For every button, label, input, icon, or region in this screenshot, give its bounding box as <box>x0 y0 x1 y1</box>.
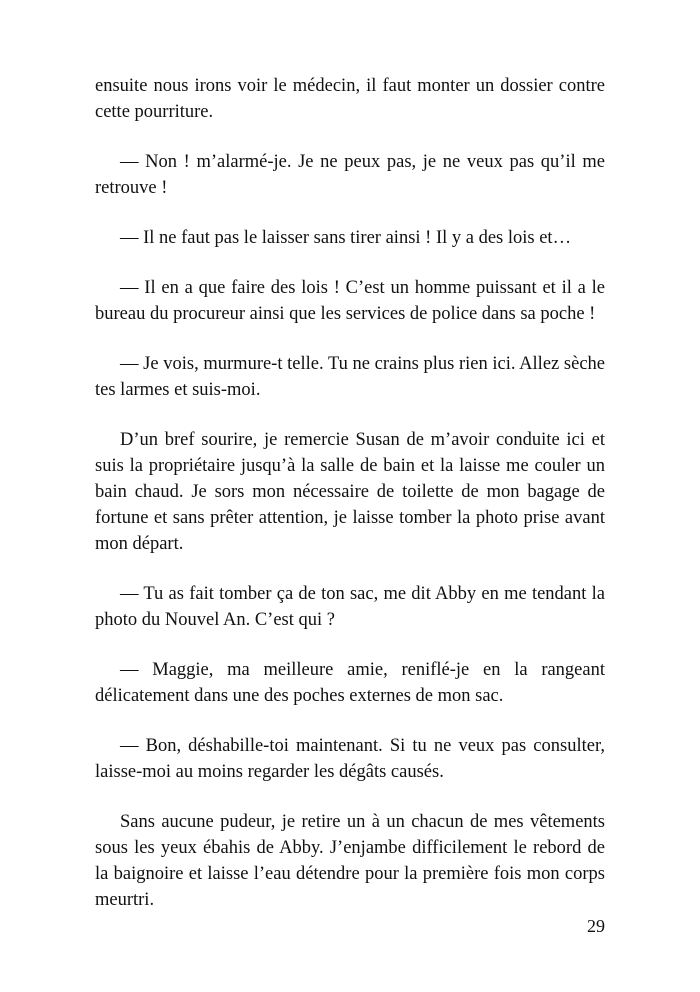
narrative-paragraph: Sans aucune pudeur, je retire un à un chacun de mes vêtements sous les yeux ébahis de Abby. J’enjambe difficilement le rebord de la baignoire et laisse l’eau détendre pour la première fois mon corps meurtri. <box>95 812 605 910</box>
dialogue-line: — Maggie, ma meilleure amie, reniflé-je en la rangeant délicatement dans une des poches externes de mon sac. <box>95 660 605 706</box>
dialogue-line: — Il ne faut pas le laisser sans tirer ainsi ! Il y a des lois et… <box>120 228 572 248</box>
dialogue-line: — Il en a que faire des lois ! C’est un homme puissant et il a le bureau du procureur ainsi que les services de police dans sa poche ! <box>95 278 605 324</box>
dialogue-line: — Je vois, murmure-t telle. Tu ne crains plus rien ici. Allez sèche tes larmes et suis-moi. <box>95 354 605 400</box>
paragraph-continuation: ensuite nous irons voir le médecin, il faut monter un dossier contre cette pourriture. <box>95 76 605 122</box>
dialogue-line: — Tu as fait tomber ça de ton sac, me dit Abby en me tendant la photo du Nouvel An. C’est qui ? <box>95 584 605 630</box>
dialogue-line: — Non ! m’alarmé-je. Je ne peux pas, je ne veux pas qu’il me retrouve ! <box>95 152 605 198</box>
page-number: 29 <box>587 916 605 936</box>
page-body <box>95 73 605 937</box>
dialogue-line: — Bon, déshabille-toi maintenant. Si tu ne veux pas consulter, laisse-moi au moins regarder les dégâts causés. <box>95 736 605 782</box>
narrative-paragraph: D’un bref sourire, je remercie Susan de m’avoir conduite ici et suis la propriétaire jusqu’à la salle de bain et la laisse me couler un bain chaud. Je sors mon nécessaire de toilette de mon bagage de fortune et sans prêter attention, je laisse tomber la photo prise avant mon départ. <box>95 430 605 554</box>
